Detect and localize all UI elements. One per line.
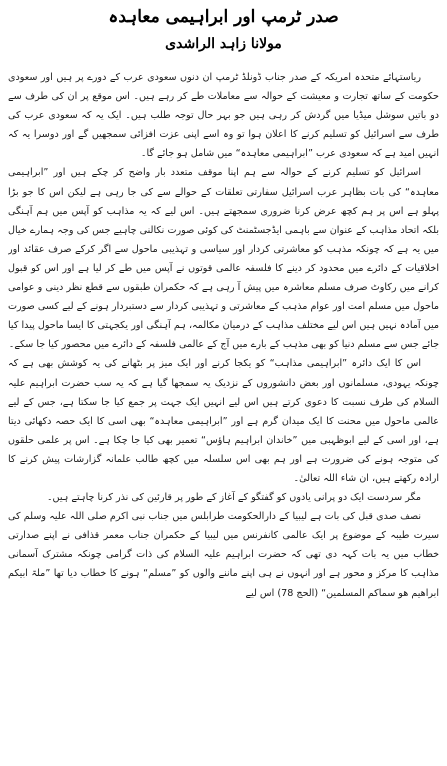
paragraph-5: نصف صدی قبل کی بات ہے لیبیا کے دارالحکومت طرابلس میں جناب نبی اکرم صلی اللہ علیہ وسلم کی سیرت طیبہ کے موضوع پر ایک عالمی کانفرنس میں لیبیا کے حکمران جناب معمر قذافی نے اپنے صدارتی خطاب میں یہ بات کہہ دی تھی کہ حضرت ابراہیم علیہ السلام کی ذات گرامی چونکہ مشترک آسمانی مذاہب کا مرکز و محور ہے اور انہوں نے ہی اپنے ماننے والوں کو ”مسلم“ ہونے کا خطاب دیا تھا ”ملۃ ابیکم ابراھیم ھو سماکم المسلمین“ (الحج 78) اس لیے [8, 511, 439, 599]
paragraph-1: ریاستہائے متحدہ امریکہ کے صدر جناب ڈونلڈ ٹرمپ ان دنوں سعودی عرب کے دورے پر ہیں اور سعودی حکومت کے ساتھ تجارت و معیشت کے حوالہ سے معاملات طے کر رہے ہیں۔ اس موقع پر ان کی طرف سے دو باتیں سوشل میڈیا میں گردش کر رہی ہیں جو بہر حال توجہ طلب ہیں۔ ایک یہ کہ سعودی عرب کی طرف سے اسرائیل کو تسلیم کرنے کا اعلان ہوا تو وہ اسے اپنی عزت افزائی سمجھیں گے اور دوسرا یہ کہ انہیں امید ہے کہ سعودی عرب ”ابراہیمی معاہدہ“ میں شامل ہو جائے گا۔ [8, 72, 439, 160]
paragraph-3: اس کا ایک دائرہ ”ابراہیمی مذاہب“ کو یکجا کرنے اور ایک میز پر بٹھانے کی یہ کوشش بھی ہے کہ چونکہ یہودی، مسلمانوں اور بعض دانشوروں کے نزدیک یہ سمجھا گیا ہے کہ یہ سب حضرت ابراہیم علیہ السلام کی طرف نسبت کا دعوی کرتے ہیں اس لیے انہیں ایک جہت پر جمع کیا جا سکتا ہے، جس کے لیے عالمی ماحول میں محنت کا ایک میدان گرم ہے اور ”ابراہیمی معاہدہ“ بھی اسی کا ایک حصہ دکھائی دیتا ہے، اور اسی کے لیے ابوظہبی میں ”خاندان ابراہیم ہاؤس“ تعمیر بھی کیا جا چکا ہے۔ اس پر علمی حلقوں کی متوجہ ہونے کی ضرورت ہے اور ہم بھی اس سلسلہ میں کچھ طالب علمانہ گزارشات پیش کرنے کا ارادہ رکھتے ہیں، ان شاء اللہ تعالیٰ۔ [8, 358, 439, 484]
article-author: مولانا زاہد الراشدی [165, 36, 282, 52]
paragraph-2: اسرائیل کو تسلیم کرنے کے حوالہ سے ہم اپنا موقف متعدد بار واضح کر چکے ہیں اور ”ابراہیمی معاہدہ“ کی بات بظاہر عرب اسرائیل سفارتی تعلقات کے حوالے سے کی جا رہی ہے لیکن اس کا جو بڑا پہلو ہے اس پر ہم کچھ عرض کرنا ضروری سمجھتے ہیں۔ اس لیے کہ یہ مذاہب کو آپس میں ہم آہنگی بلکہ اتحاد مذاہب کے عنوان سے باہمی ایڈجسٹمنٹ کی کوئی صورت نکالنی چاہیے جس کی وجہ ہمارے خیال میں یہ ہے کہ چونکہ مذہب کو معاشرتی کردار اور سیاسی و تہذیبی ماحول سے اگر کرکے صرف عقائد اور اخلاقیات کے دائرے میں محدود کر دینے کا فلسفہ عالمی قوتوں نے آپس میں طے کر لیا ہے اور اس کو قبول کرانے میں رکاوٹ صرف مسلم معاشرہ میں پیش آ رہی ہے کہ حکمران طبقوں سے قطع نظر دینی و عوامی ماحول میں مسلم امت اور عوام مذہب کے معاشرتی و تہذیبی کردار سے دستبردار ہونے کے لیے کسی صورت میں آمادہ نہیں ہیں اس لیے مختلف مذاہب کے درمیان مکالمہ، ہم آہنگی اور یکجہتی کا ایسا ماحول پیدا کیا جائے جس سے مسلم دنیا کو بھی مذہب کے بارے میں آج کے عالمی فلسفہ کے دائرے میں محصور کیا جا سکے۔ [8, 167, 439, 351]
paragraph-4: مگر سردست ایک دو پرانی یادوں کو گفتگو کے آغاز کے طور پر قارئین کی نذر کرنا چاہتے ہیں۔ [46, 492, 421, 504]
article-body [8, 68, 439, 760]
article-title: صدر ٹرمپ اور ابراہیمی معاہدہ [108, 7, 339, 27]
